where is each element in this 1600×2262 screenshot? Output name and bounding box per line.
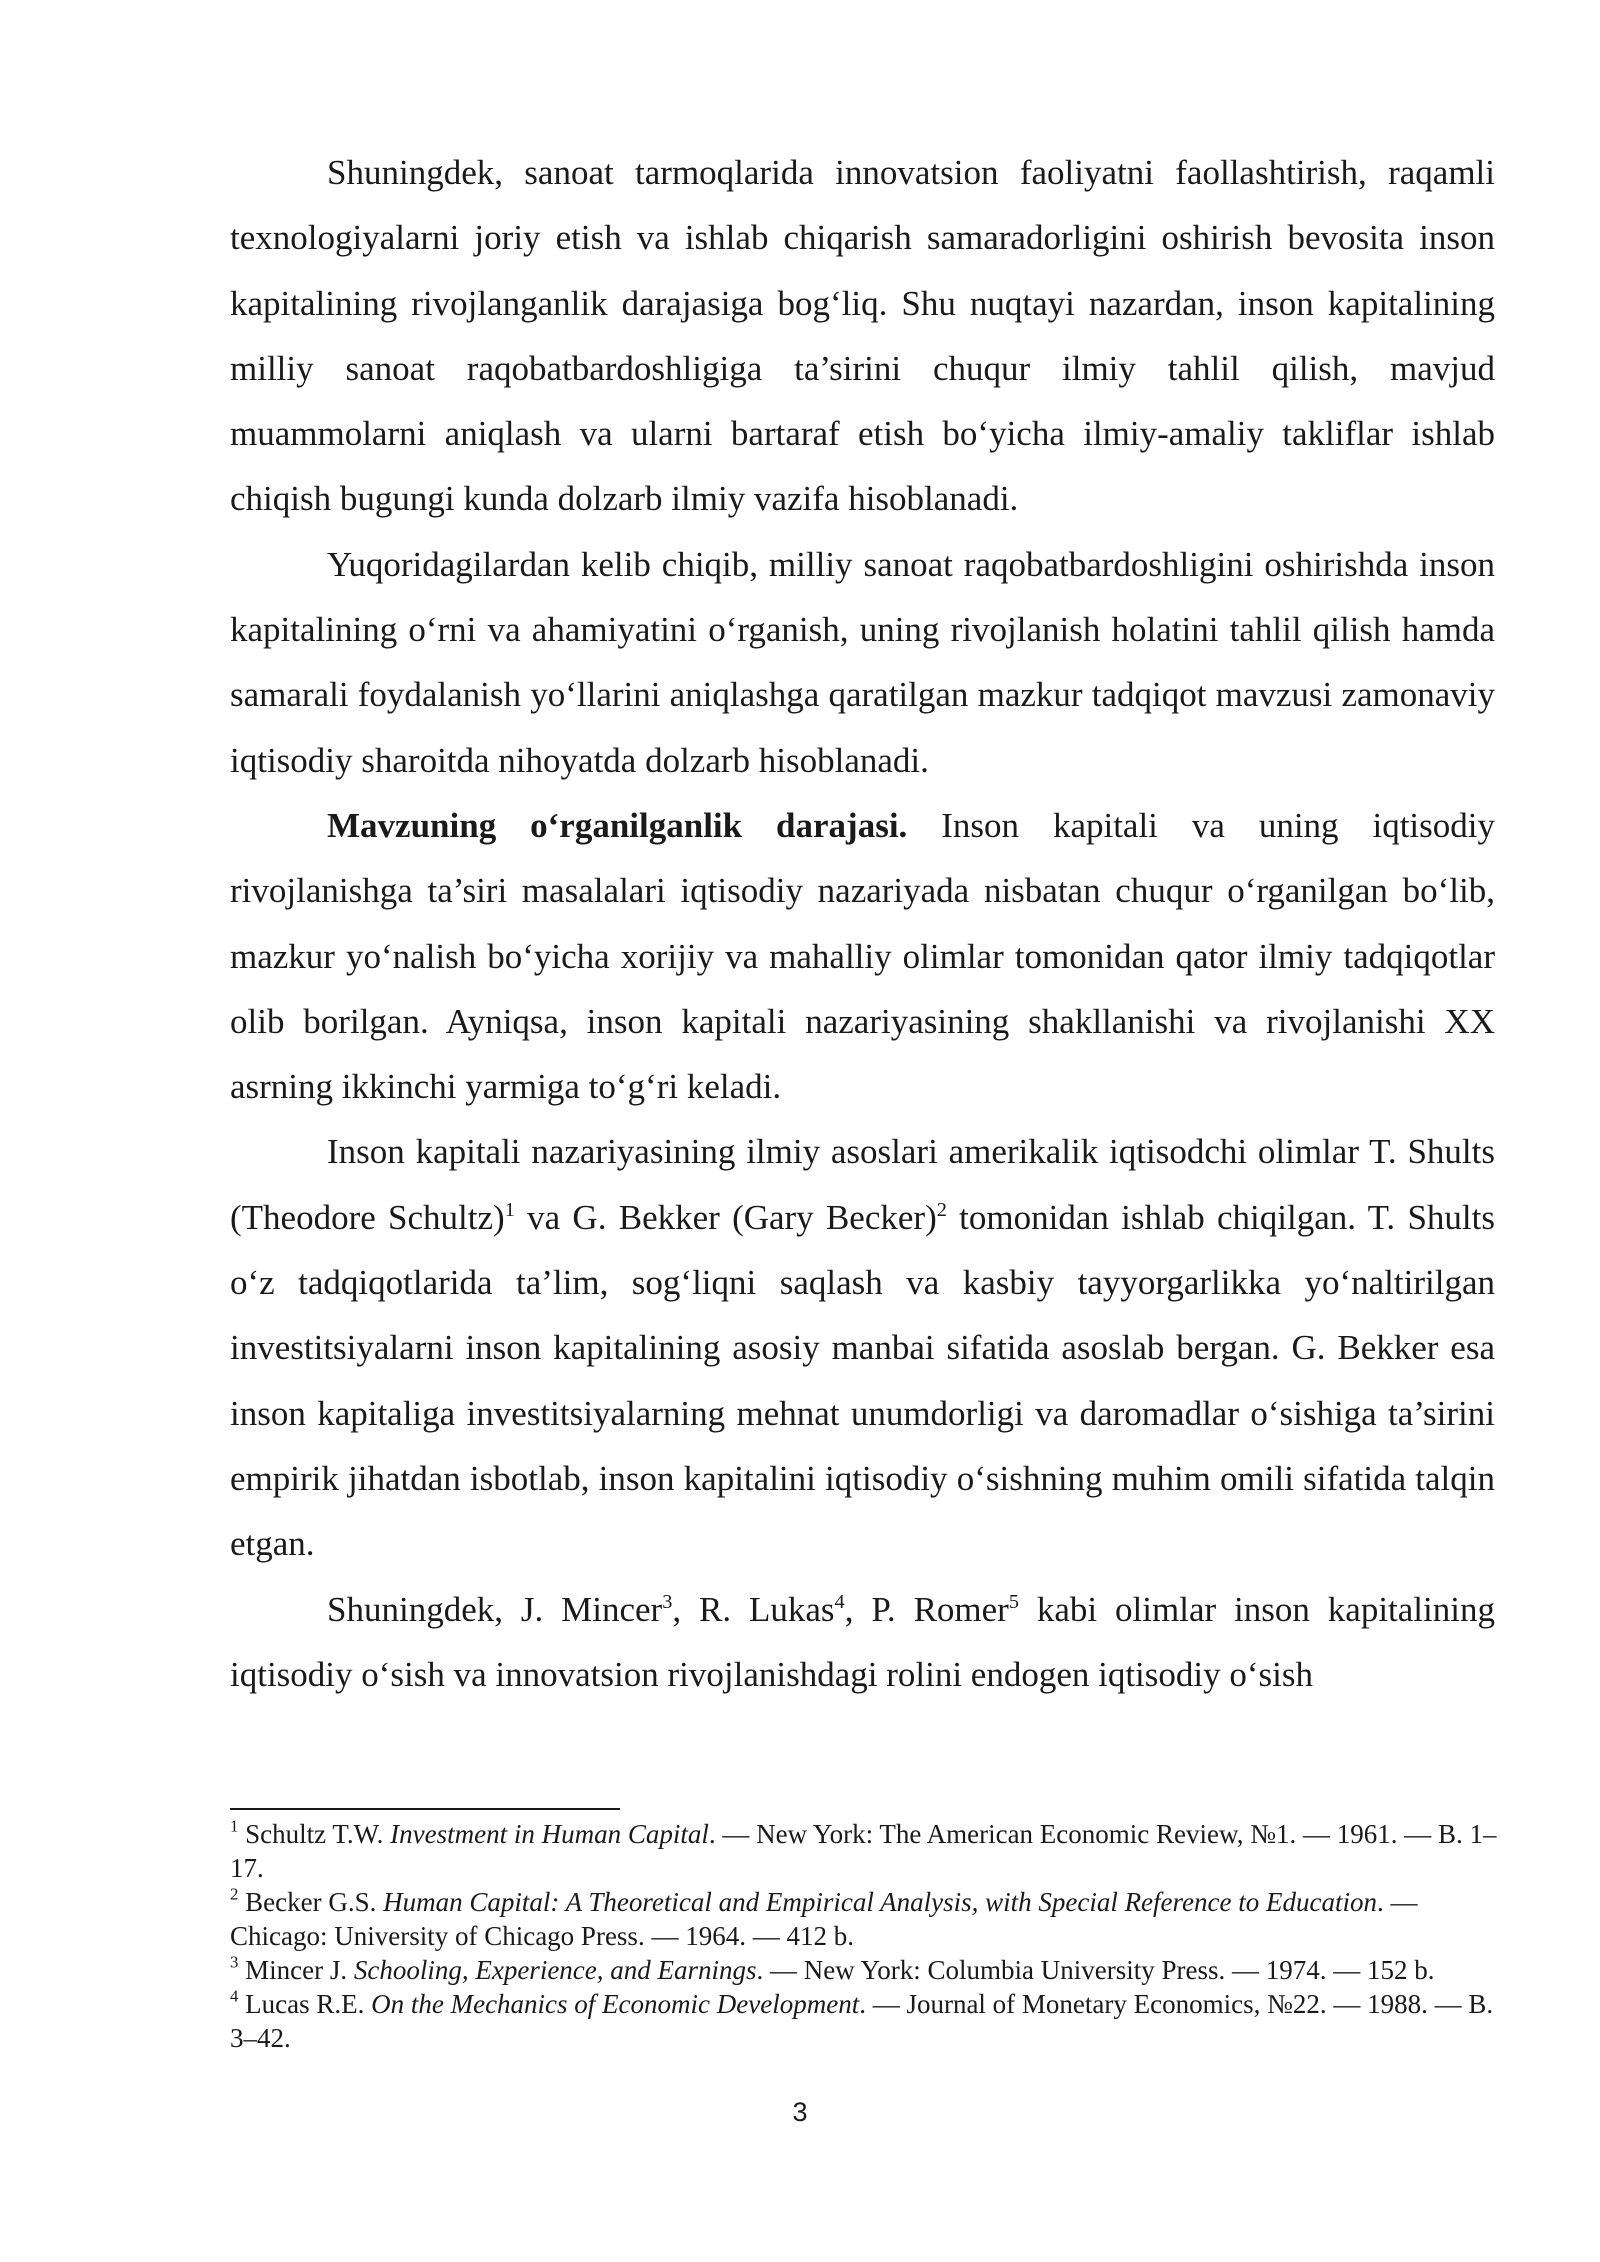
- paragraph-olimlar: [230, 1577, 1495, 1708]
- paragraph-sanoat-innovatsiya: [230, 140, 1495, 532]
- paragraph-nazariya-asoslari: [230, 1119, 1495, 1576]
- section-heading-inline: Mavzuning o‘rganilganlik darajasi.: [327, 805, 908, 845]
- paragraph-text: tomonidan ishlab chiqilgan. T. Shults o‘z tadqiqotlarida ta’lim, sog‘liqni saqlash va kasbiy tayyorgarlikka yo‘naltirilgan investitsiyalarni inson kapitalining asosiy manbai sifatida asoslab bergan. G. Bekker esa inson kapitaliga investitsiyalarning mehnat unumdorligi va daromadlar o‘sishiga ta’sirini empirik jihatdan isbotlab, inson kapitalini iqtisodiy o‘sishning muhim omili sifatida talqin etgan.: [230, 1197, 1495, 1564]
- paragraph-text: , P. Romer: [844, 1589, 1009, 1629]
- footnote-number: 2: [230, 1884, 239, 1904]
- body-text: [230, 140, 1495, 1707]
- footnote-4: [230, 1987, 1505, 2055]
- footnote-number: 1: [230, 1816, 239, 1836]
- footnote-1: [230, 1817, 1505, 1885]
- footnotes: [230, 1817, 1505, 2055]
- footnote-author: Lucas R.E.: [238, 1989, 372, 2019]
- footnote-ref-3[interactable]: 3: [662, 1590, 673, 1613]
- footnote-details: . — New York: The American Economic Review, №1. — 1961. — B. 1–17.: [230, 1819, 1497, 1883]
- footnote-title: Human Capital: A Theoretical and Empirical Analysis, with Special Reference to Education: [383, 1887, 1377, 1917]
- footnote-number: 3: [230, 1952, 239, 1972]
- paragraph-dolzarblik: [230, 532, 1495, 793]
- footnote-ref-1[interactable]: 1: [504, 1198, 515, 1221]
- paragraph-text: va G. Bekker (Gary Becker): [514, 1197, 937, 1237]
- footnote-details: . — New York: Columbia University Press. — 1974. — 152 b.: [756, 1955, 1435, 1985]
- footnote-separator: [230, 1808, 620, 1810]
- paragraph-text: Shuningdek, J. Mincer: [327, 1589, 663, 1629]
- paragraph-text: , R. Lukas: [672, 1589, 835, 1629]
- footnote-title: Investment in Human Capital: [390, 1819, 709, 1849]
- footnote-details: . — Journal of Monetary Economics, №22. — 1988. — B. 3–42.: [230, 1989, 1494, 2053]
- footnote-ref-5[interactable]: 5: [1008, 1590, 1019, 1613]
- footnote-2: [230, 1885, 1505, 1953]
- paragraph-text: kabi olimlar inson kapitalining iqtisodiy o‘sish va innovatsion rivojlanishdagi rolini endogen iqtisodiy o‘sish: [230, 1589, 1495, 1694]
- footnote-author: Becker G.S.: [238, 1887, 384, 1917]
- footnote-author: Schultz T.W.: [238, 1819, 391, 1849]
- footnote-title: On the Mechanics of Economic Development: [371, 1989, 860, 2019]
- footnote-author: Mincer J.: [238, 1955, 354, 1985]
- footnote-ref-2[interactable]: 2: [936, 1198, 947, 1221]
- footnote-3: [230, 1953, 1505, 1987]
- paragraph-text: Shuningdek, sanoat tarmoqlarida innovatsion faoliyatni faollashtirish, raqamli texnologiyalarni joriy etish va ishlab chiqarish samaradorligini oshirish bevosita inson kapitalining rivojlanganlik darajasiga bog‘liq. Shu nuqtayi nazardan, inson kapitalining milliy sanoat raqobatbardoshligiga ta’sirini chuqur ilmiy tahlil qilish, mavjud muammolarni aniqlash va ularni bartaraf etish bo‘yicha ilmiy-amaliy takliflar ishlab chiqish bugungi kunda dolzarb ilmiy vazifa hisoblanadi.: [230, 153, 1495, 519]
- footnote-number: 4: [230, 1986, 239, 2006]
- paragraph-organilganlik: [230, 793, 1495, 1119]
- paragraph-text: Inson kapitali va uning iqtisodiy rivojlanishga ta’siri masalalari iqtisodiy nazariyada nisbatan chuqur o‘rganilgan bo‘lib, mazkur yo‘nalish bo‘yicha xorijiy va mahalliy olimlar tomonidan qator ilmiy tadqiqotlar olib borilgan. Ayniqsa, inson kapitali nazariyasining shakllanishi va rivojlanishi XX asrning ikkinchi yarmiga to‘g‘ri keladi.: [230, 805, 1495, 1107]
- page-number: 3: [792, 2097, 808, 2127]
- footnote-details: . — Chicago: University of Chicago Press. — 1964. — 412 b.: [230, 1887, 1418, 1951]
- paragraph-text: Inson kapitali nazariyasining ilmiy asoslari amerikalik iqtisodchi olimlar T. Shults (Theodore Schultz): [230, 1132, 1495, 1237]
- footnote-ref-4[interactable]: 4: [834, 1590, 845, 1613]
- footnote-title: Schooling, Experience, and Earnings: [353, 1955, 757, 1985]
- paragraph-text: Yuqoridagilardan kelib chiqib, milliy sanoat raqobatbardoshligini oshirishda inson kapitalining o‘rni va ahamiyatini o‘rganish, uning rivojlanish holatini tahlil qilish hamda samarali foydalanish yo‘llarini aniqlashga qaratilgan mazkur tadqiqot mavzusi zamonaviy iqtisodiy sharoitda nihoyatda dolzarb hisoblanadi.: [230, 544, 1495, 780]
